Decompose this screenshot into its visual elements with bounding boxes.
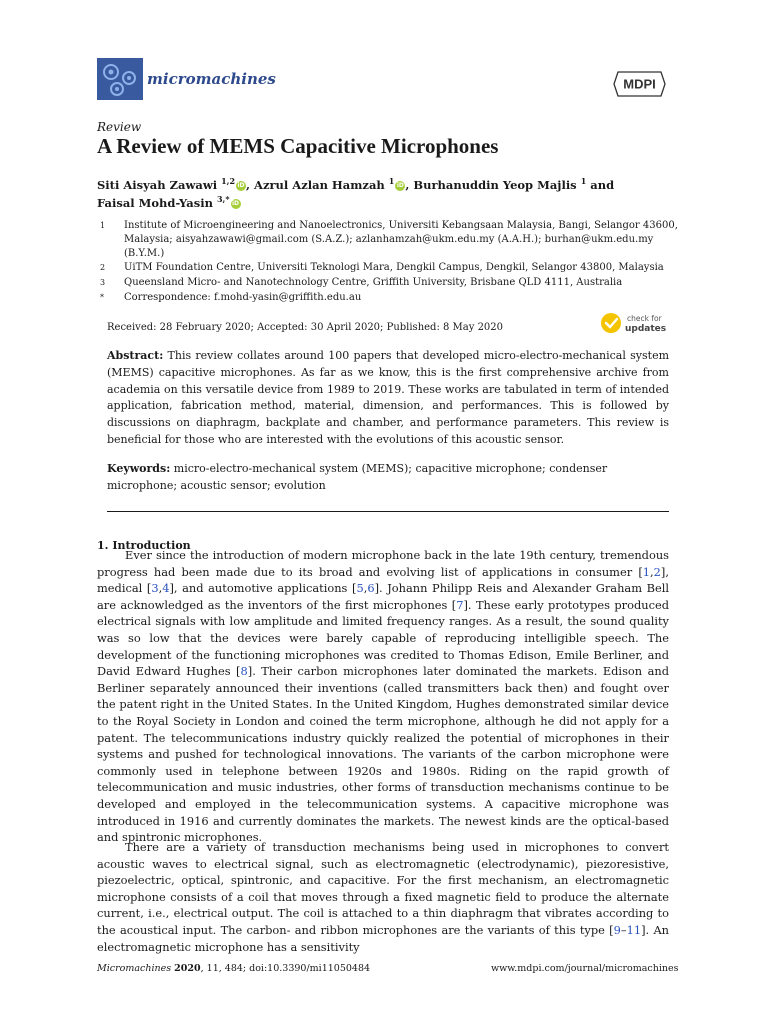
affiliation-number: 1 [100, 221, 106, 230]
affiliation-number: 3 [100, 278, 106, 287]
orcid-icon[interactable]: iD [396, 182, 404, 189]
author-name[interactable]: Siti Aisyah Zawawi [97, 178, 218, 192]
author-name[interactable]: Burhanuddin Yeop Majlis [413, 178, 577, 192]
intro-paragraph-1: Ever since the introduction of modern microphone back in the late 19th century, tremendous progress had been made due to its broad and evolving list of applications in consumer [1,2], medical [3,4], and automotive applications [5,6]. Johann Philipp Reis and Alexander Graham Bell are acknowledged as the inventors of the first microphones [7]. These early prototypes produced electrical signals with low amplitude and limited frequency ranges. As a result, the sound quality was so low that the devices were barely capable of reproducing intelligible speech. The development of the functioning microphones was credited to Thomas Edison, Emile Berliner, and David Edward Hughes [8]. Their carbon microphones later dominated the markets. Edison and Berliner separately announced their inventions (called transmitters back then) and fought over the patent right in the United States. In the United Kingdom, Hughes demonstrated similar device to the Royal Society in London and coined the term microphone, although he did not apply for a patent. The telecommunications industry quickly realized the potential of microphones in their systems and pushed for technological innovations. The variants of the carbon microphone were commonly used in telephone between 1920s and 1980s. Riding on the rapid growth of telecommunication and music industries, other forms of transduction mechanisms continue to be developed and employed in the telecommunication systems. A capacitive microphone was introduced in 1916 and currently dominates the markets. The newest kinds are the optical-based and spintronic microphones. [97, 548, 669, 845]
footer-doi: , 11, 484; doi:10.3390/mi11050484 [200, 963, 371, 974]
citation-link[interactable]: 4 [162, 581, 170, 596]
intro-paragraph-2: There are a variety of transduction mechanisms being used in microphones to convert acoustic waves to electrical signal, such as electromagnetic (electrodynamic), piezoresistive, piezoelectric, optical, spintronic, and capacitive. For the first mechanism, an electromagnetic microphone consists of a coil that moves through a fixed magnetic field to produce the alternate current, i.e., electrical output. The coil is attached to a thin diaphragm that vibrates according to the acoustical input. The carbon- and ribbon microphones are the variants of this type [9–11]. An electromagnetic microphone has a sensitivity [97, 840, 670, 954]
publication-dates: Received: 28 February 2020; Accepted: 30 April 2020; Published: 8 May 2020 [107, 322, 504, 333]
check-for-updates-badge[interactable] [600, 312, 670, 334]
paper-title: A Review of MEMS Capacitive Microphones [97, 134, 499, 158]
author-name[interactable]: Faisal Mohd-Yasin [97, 196, 213, 210]
correspondence-text[interactable]: Correspondence: f.mohd-yasin@griffith.edu.au [124, 292, 362, 303]
keywords-label: Keywords: [107, 462, 171, 475]
publisher-name: MDPI [623, 76, 656, 92]
affiliation-text: Queensland Micro- and Nanotechnology Centre, Griffith University, Brisbane QLD 4111, Australia [124, 277, 623, 288]
citation-link[interactable]: 11 [626, 922, 642, 937]
journal-name: micromachines [147, 70, 276, 88]
footer-citation [97, 963, 370, 974]
orcid-icon[interactable]: iD [231, 200, 240, 207]
affiliation-number: 2 [100, 263, 106, 272]
article-type: Review [97, 120, 142, 134]
abstract-label: Abstract: [107, 349, 164, 362]
citation-link[interactable]: 8 [240, 664, 248, 679]
footer-journal: Micromachines [97, 963, 172, 974]
author-affiliation-sup: 3,* [216, 194, 230, 205]
citation-link[interactable]: 6 [367, 581, 375, 596]
check-updates-icon [601, 313, 621, 333]
citation-link[interactable]: 1 [642, 564, 651, 579]
author-affiliation-sup: 1,2 [221, 176, 236, 187]
orcid-icon[interactable]: iD [237, 182, 245, 189]
correspondence [100, 291, 680, 305]
author-name[interactable]: Azrul Azlan Hamzah [254, 178, 385, 192]
keywords-text: micro-electro-mechanical system (MEMS); capacitive microphone; condenser microphone; acoustic sensor; evolution [107, 462, 608, 492]
divider-rule [107, 511, 669, 512]
keywords [107, 461, 669, 495]
abstract [107, 348, 669, 449]
citation-link[interactable]: 9 [613, 922, 621, 937]
mdpi-logo-icon [612, 70, 667, 98]
footer-url[interactable]: www.mdpi.com/journal/micromachines [491, 963, 679, 974]
check-updates-line1: check for [627, 314, 662, 323]
author-affiliation-sup: 1 [388, 176, 395, 187]
citation-link[interactable]: 5 [356, 581, 364, 596]
affiliation-text: UiTM Foundation Centre, Universiti Teknologi Mara, Dengkil Campus, Dengkil, Selangor 43800, Malaysia [124, 262, 664, 273]
author-affiliation-sup: 1 [580, 176, 587, 187]
affiliation-1 [100, 219, 680, 261]
affiliation-text: Institute of Microengineering and Nanoelectronics, Universiti Kebangsaan Malaysia, Bangi, Selangor 43600, Malaysia; aisyahzawawi@gmail.com (S.A.Z.); azlanhamzah@ukm.edu.my (A.A.H.); burhan@ukm.edu.my (B.Y.M.) [124, 220, 678, 259]
author-list: Siti Aisyah Zawawi $^{1,2}$ iD, Azrul Azlan Hamzah $^1$ iD, Burhanuddin Yeop Majlis $^1$ and Faisal Mohd-Yasin $^{3,*}$ iD [97, 176, 615, 210]
citation-link[interactable]: 2 [653, 564, 661, 579]
footer-year: 2020 [174, 963, 201, 974]
affiliation-3 [100, 276, 680, 290]
affiliation-2 [100, 261, 680, 275]
affiliation-number: * [100, 293, 104, 302]
section-heading: 1. Introduction [97, 539, 191, 552]
citation-link[interactable]: 7 [456, 597, 464, 612]
micromachines-logo-icon [97, 58, 143, 100]
author-conjunction: and [590, 178, 615, 192]
check-updates-line2: updates [625, 324, 667, 334]
abstract-text: This review collates around 100 papers that developed micro-electro-mechanical system (MEMS) capacitive microphones. As far as we know, this is the first comprehensive archive from academia on this versatile device from 1989 to 2019. These works are tabulated in term of intended application, fabrication method, material, dimension, and performances. This is followed by discussions on diaphragm, backplate and chamber, and performance parameters. This review is beneficial for those who are interested with the evolutions of this acoustic sensor. [107, 349, 670, 446]
citation-link[interactable]: 3 [151, 581, 159, 596]
